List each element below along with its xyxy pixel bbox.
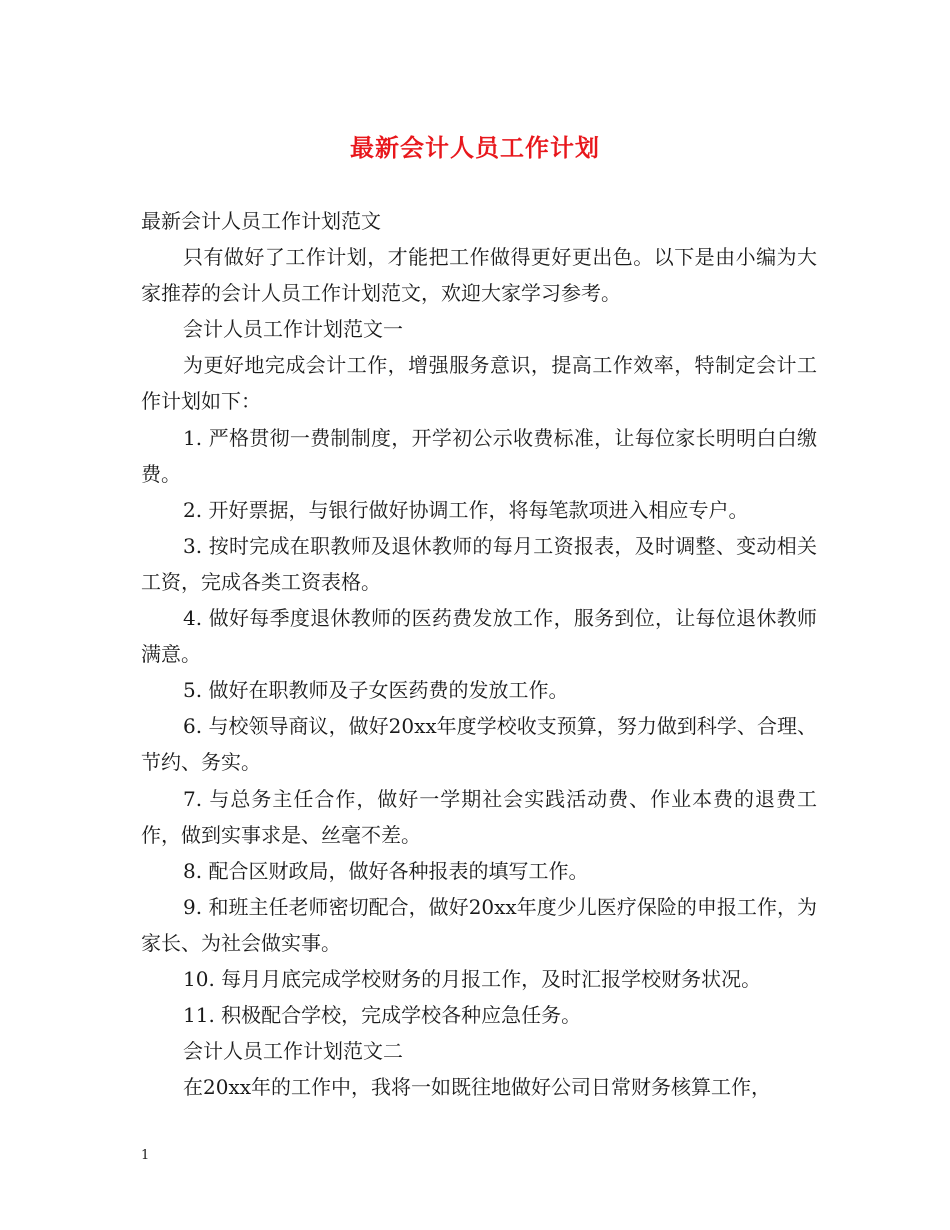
paragraph: 会计人员工作计划范文一: [183, 317, 403, 342]
paragraph: 9. 和班主任老师密切配合，做好20xx年度少儿医疗保险的申报工作，为家长、为社会做实事。: [141, 894, 817, 955]
paragraph: 10. 每月月底完成学校财务的月报工作，及时汇报学校财务状况。: [183, 966, 762, 991]
paragraph: 6. 与校领导商议，做好20xx年度学校收支预算，努力做到科学、合理、节约、务实。: [141, 714, 817, 775]
paragraph: 11. 积极配合学校，完成学校各种应急任务。: [183, 1003, 582, 1028]
paragraph: 7. 与总务主任合作，做好一学期社会实践活动费、作业本费的退费工作，做到实事求是、丝毫不差。: [141, 786, 817, 847]
paragraph: 8. 配合区财政局，做好各种报表的填写工作。: [183, 858, 589, 883]
paragraph: 5. 做好在职教师及子女医药费的发放工作。: [183, 678, 569, 703]
page-number: 1: [141, 1148, 150, 1163]
paragraph: 最新会计人员工作计划范文: [141, 209, 381, 233]
paragraph: 只有做好了工作计划，才能把工作做得更好更出色。以下是由小编为大家推荐的会计人员工作计划范文，欢迎大家学习参考。: [141, 245, 817, 306]
paragraph: 为更好地完成会计工作，增强服务意识，提高工作效率，特制定会计工作计划如下：: [141, 353, 817, 414]
paragraph: 在20xx年的工作中，我将一如既往地做好公司日常财务核算工作，: [183, 1075, 772, 1100]
paragraph: 4. 做好每季度退休教师的医药费发放工作，服务到位，让每位退休教师满意。: [141, 606, 817, 667]
paragraph: 会计人员工作计划范文二: [183, 1039, 403, 1064]
paragraph: 1. 严格贯彻一费制制度，开学初公示收费标准，让每位家长明明白白缴费。: [141, 425, 817, 486]
page-title: 最新会计人员工作计划: [350, 134, 600, 162]
paragraph: 2. 开好票据，与银行做好协调工作，将每笔款项进入相应专户。: [183, 497, 749, 522]
paragraph: 3. 按时完成在职教师及退休教师的每月工资报表，及时调整、变动相关工资，完成各类工资表格。: [141, 533, 817, 594]
document-body: [141, 203, 817, 1105]
